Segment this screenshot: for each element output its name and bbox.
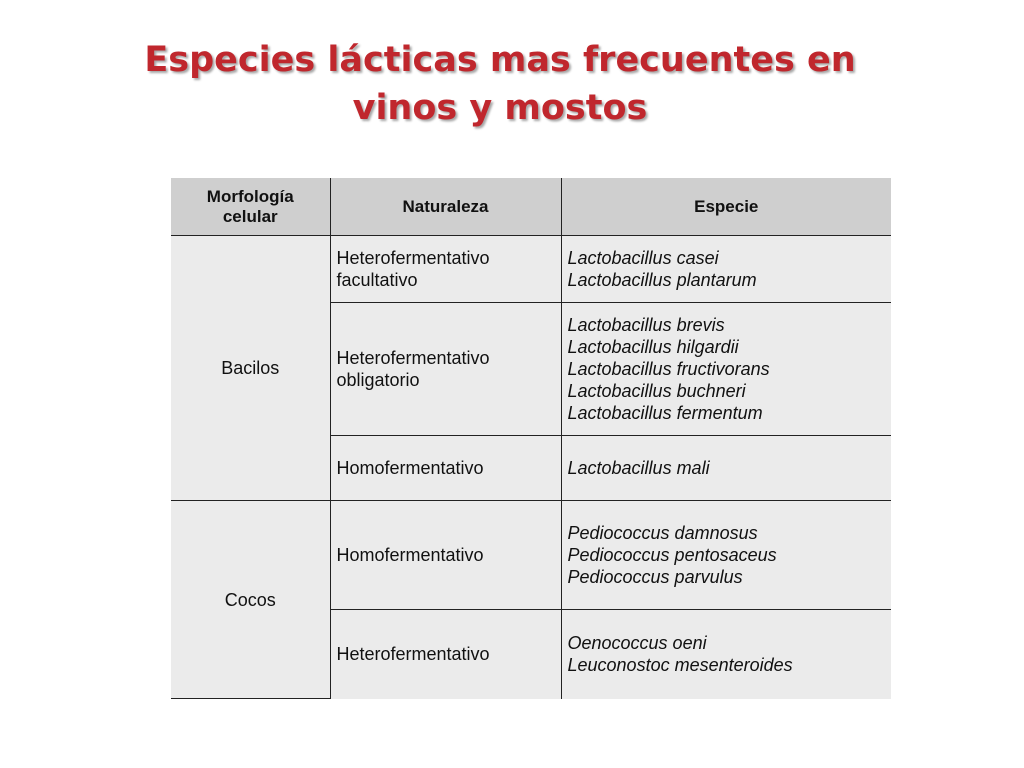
nature-cell <box>330 303 561 436</box>
slide-title <box>0 36 1000 132</box>
species-name: Pediococcus damnosus <box>567 523 758 543</box>
nature-line: Heterofermentativo <box>336 248 490 268</box>
species-name: Lactobacillus plantarum <box>567 270 757 290</box>
header-nature: Naturaleza <box>330 178 561 236</box>
table-row <box>171 501 891 610</box>
nature-line: Heterofermentativo <box>336 644 490 665</box>
species-cell <box>561 303 891 436</box>
table-row <box>171 236 891 303</box>
species-cell <box>561 501 891 610</box>
species-name: Lactobacillus casei <box>567 248 719 268</box>
species-cell <box>561 236 891 303</box>
header-morphology-line-2: celular <box>222 206 278 226</box>
species-cell <box>561 610 891 699</box>
species-name: Lactobacillus mali <box>567 458 710 478</box>
morphology-cell-cocos: Cocos <box>171 501 330 699</box>
nature-line: facultativo <box>336 270 418 290</box>
slide-title-line-2: vinos y mostos <box>352 88 648 128</box>
species-name: Lactobacillus fructivorans <box>567 359 770 379</box>
species-table <box>171 178 891 699</box>
nature-line: obligatorio <box>336 370 420 390</box>
species-name: Leuconostoc mesenteroides <box>567 655 793 676</box>
header-species: Especie <box>561 178 891 236</box>
species-cell <box>561 436 891 501</box>
species-name: Lactobacillus hilgardii <box>567 337 739 357</box>
species-name: Lactobacillus fermentum <box>567 403 763 423</box>
nature-line: Homofermentativo <box>336 545 484 565</box>
species-name: Lactobacillus brevis <box>567 315 725 335</box>
species-name: Pediococcus pentosaceus <box>567 545 777 565</box>
header-morphology-line-1: Morfología <box>206 186 294 206</box>
species-name: Oenococcus oeni <box>567 633 707 654</box>
table-header-row <box>171 178 891 236</box>
morphology-cell-bacilos: Bacilos <box>171 236 330 501</box>
nature-cell <box>330 501 561 610</box>
species-name: Lactobacillus buchneri <box>567 381 746 401</box>
nature-line: Heterofermentativo <box>336 348 490 368</box>
nature-line: Homofermentativo <box>336 458 484 478</box>
nature-cell <box>330 436 561 501</box>
species-name: Pediococcus parvulus <box>567 567 743 587</box>
header-morphology <box>171 178 330 236</box>
slide-title-line-1: Especies lácticas mas frecuentes en <box>144 40 856 80</box>
nature-cell <box>330 610 561 699</box>
nature-cell <box>330 236 561 303</box>
